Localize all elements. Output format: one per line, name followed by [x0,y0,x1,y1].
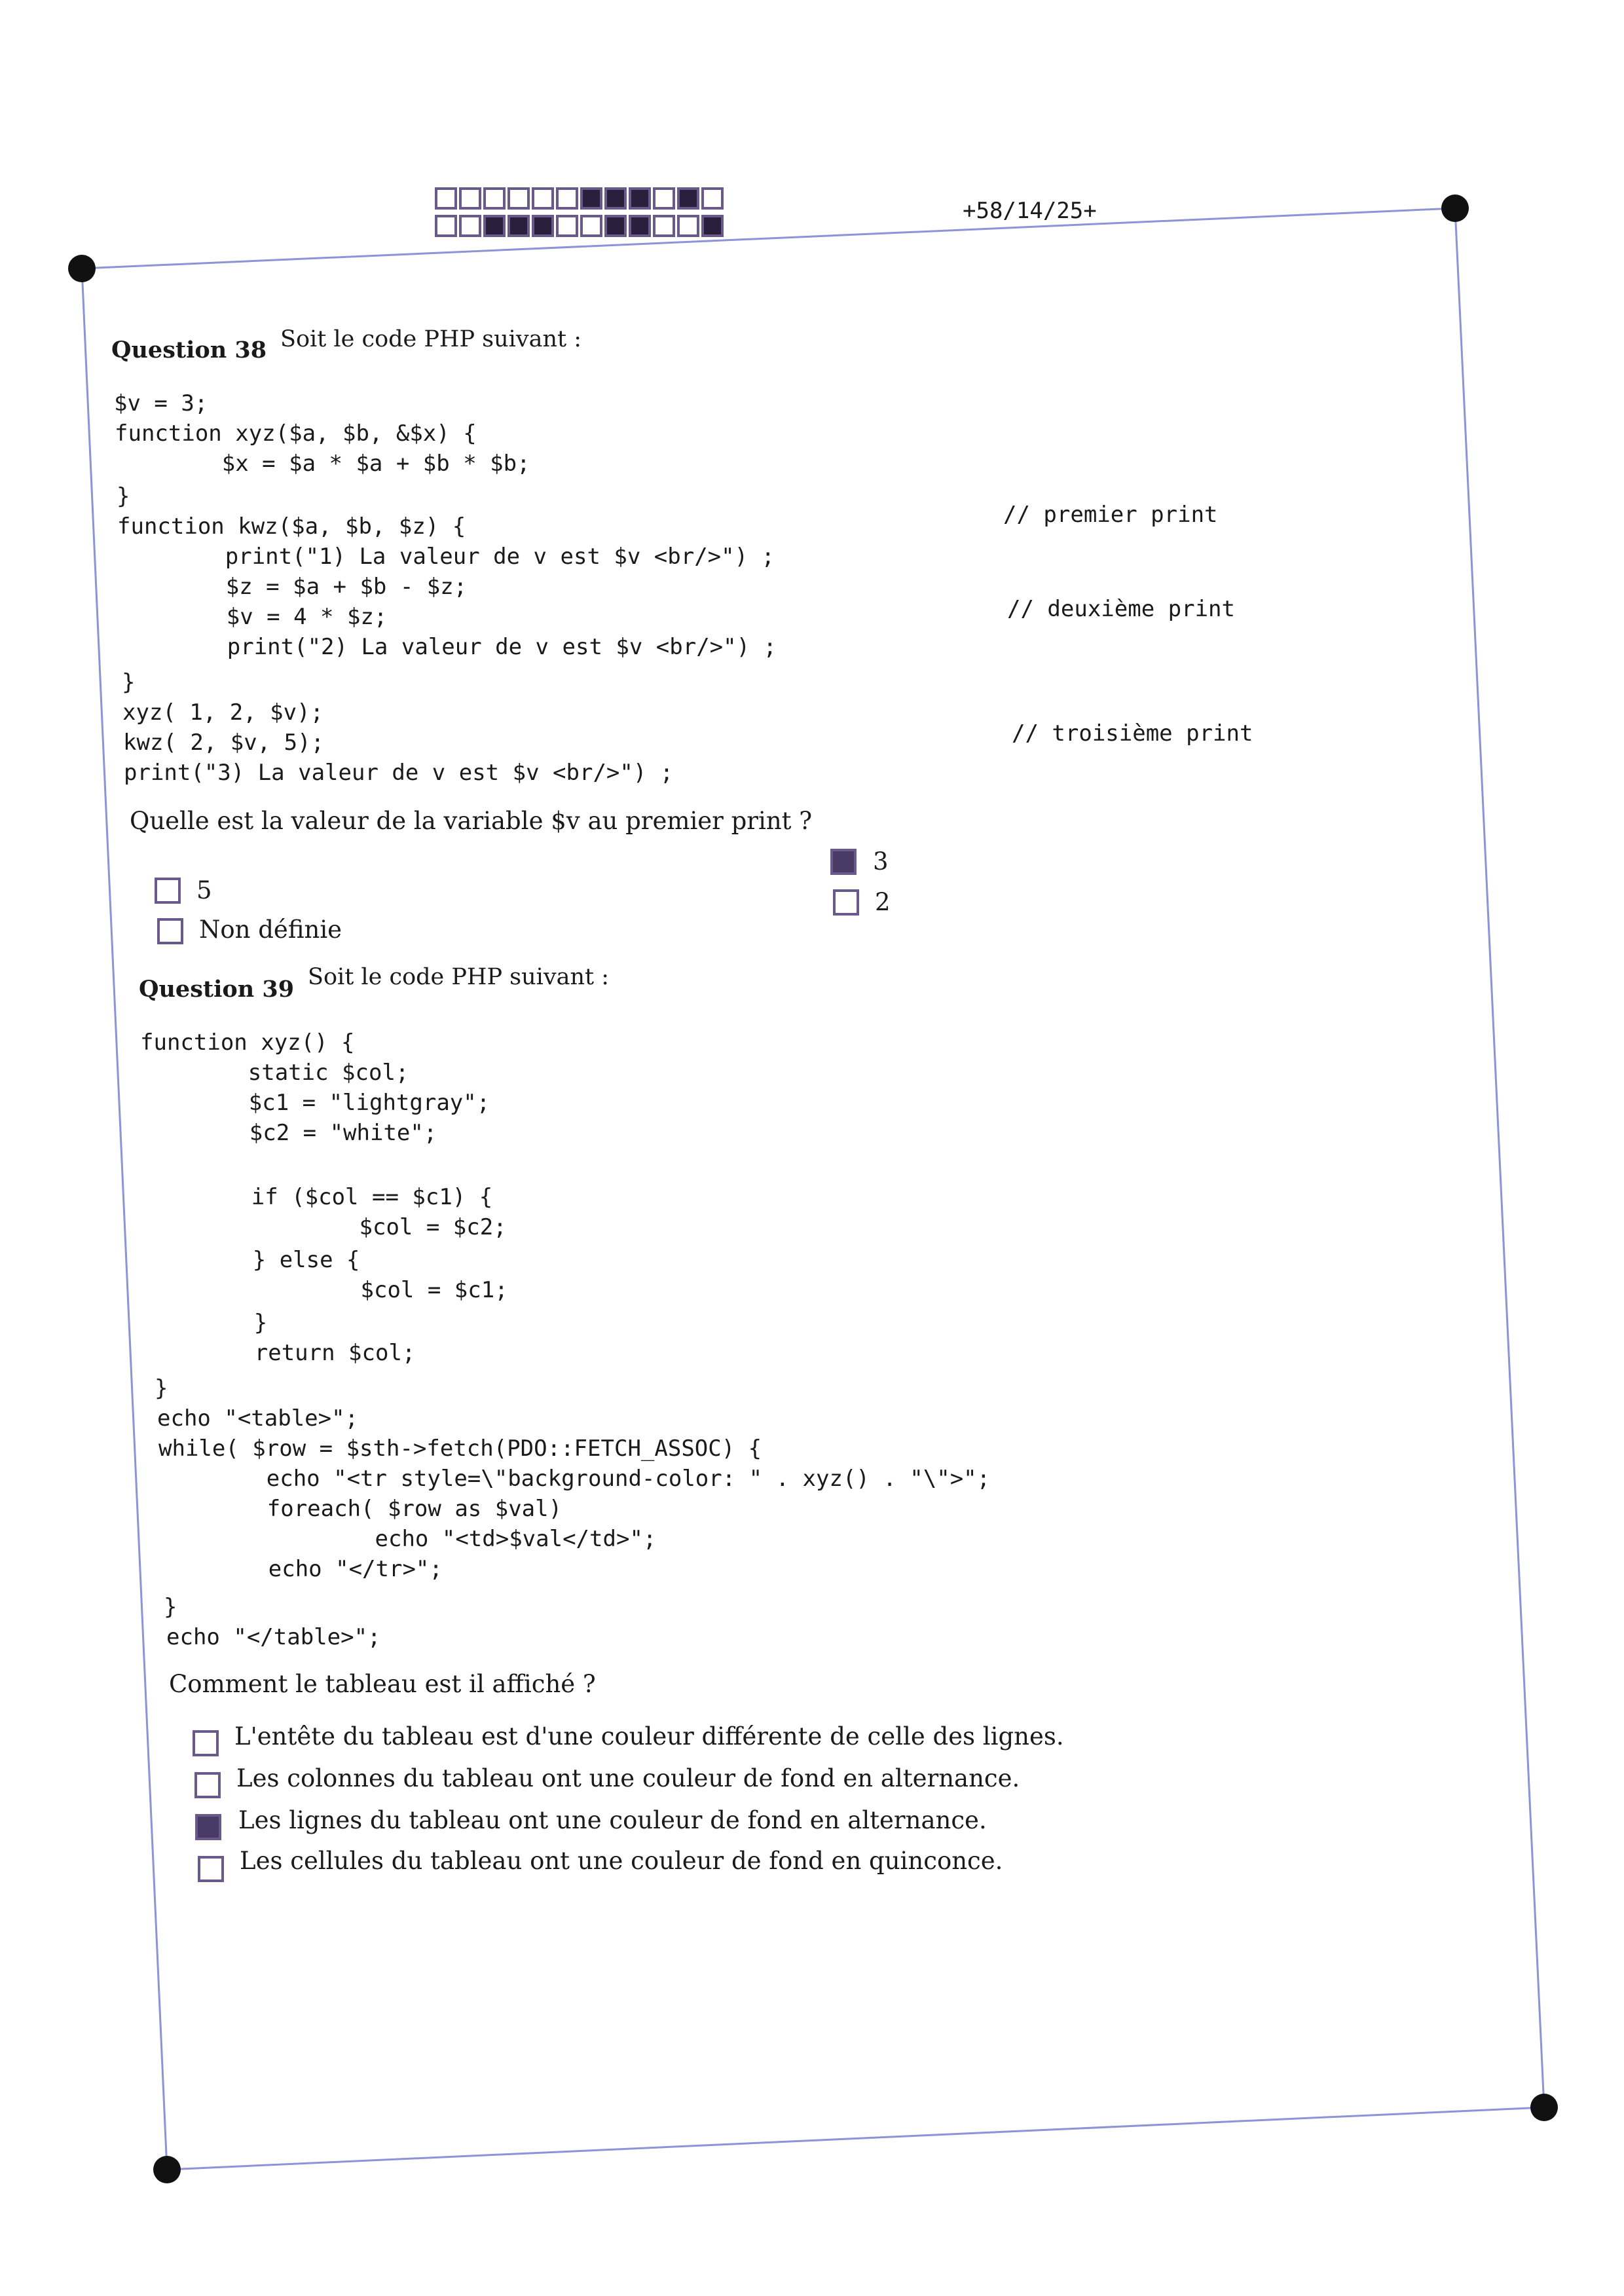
comment-deuxieme-print: // deuxième print [1007,596,1235,622]
code-line: xyz( 1, 2, $v); [122,699,324,726]
id-grid-cell [483,187,506,210]
code-line: echo "<td>$val</td>"; [160,1526,657,1552]
id-grid-cell [701,187,724,210]
code-line: $v = 4 * $z; [119,604,388,630]
question-38-title: Question 38 [111,337,267,363]
answer-label: L'entête du tableau est d'une couleur différente de celle des lignes. [234,1722,1064,1750]
code-line: if ($col == $c1) { [144,1184,493,1210]
id-grid-cell [483,215,506,237]
question-39-title: Question 39 [139,976,295,1003]
id-grid-cell [507,215,530,237]
id-grid-cell [532,215,554,237]
code-line: kwz( 2, $v, 5); [123,730,325,756]
registration-mark-bottom-right [1530,2094,1558,2121]
question-39-text: Comment le tableau est il affiché ? [169,1670,596,1698]
code-line: $c2 = "white"; [142,1120,437,1146]
answer-label: Les lignes du tableau ont une couleur de fond en alternance. [238,1806,987,1834]
code-line: echo "</tr>"; [161,1556,443,1582]
code-line: foreach( $row as $val) [160,1496,563,1522]
id-grid-cell [459,187,481,210]
frame-top-edge [82,208,1455,268]
answer-checkbox[interactable] [830,849,857,875]
code-line: $v = 3; [114,390,208,417]
code-line: $c1 = "lightgray"; [141,1090,490,1116]
id-grid-cell [507,187,530,210]
id-grid-cell [653,215,675,237]
answer-checkbox[interactable] [195,1814,221,1840]
id-grid-cell [629,187,651,210]
answer-label: 2 [875,888,891,916]
comment-troisieme-print: // troisième print [1012,720,1253,747]
id-grid-cell [604,215,627,237]
code-line: while( $row = $sth->fetch(PDO::FETCH_ASSOC) { [158,1435,762,1462]
code-line: $z = $a + $b - $z; [119,574,468,600]
id-grid-cell [459,215,481,237]
code-line: } [147,1310,268,1336]
id-grid-cell [556,187,578,210]
registration-mark-bottom-left [153,2156,181,2183]
code-line: } [122,669,136,695]
code-line: function xyz() { [140,1029,355,1056]
frame-bottom-edge [167,2107,1544,2170]
code-line: echo "<tr style=\"background-color: " . xyz() . "\">"; [159,1466,991,1492]
question-38-intro: Soit le code PHP suivant : [280,326,581,352]
id-grid-cell [580,215,602,237]
code-line: print("2) La valeur de v est $v <br/>") ; [120,634,777,660]
code-line: echo "<table>"; [157,1405,359,1432]
id-grid-cell [435,187,457,210]
id-grid-cell [653,187,675,210]
id-grid-cell [580,187,602,210]
answer-checkbox[interactable] [155,878,181,904]
id-grid-cell [532,187,554,210]
id-grid-cell [701,215,724,237]
id-grid-cell [629,215,651,237]
code-line: echo "</table>"; [166,1624,381,1650]
answer-label: 3 [873,847,889,876]
code-line: return $col; [147,1340,416,1366]
answer-label: 5 [196,876,212,904]
id-grid-cell [556,215,578,237]
id-grid-cell [435,215,457,237]
answer-checkbox[interactable] [833,889,859,916]
answer-checkbox[interactable] [194,1772,221,1798]
answer-label: Les cellules du tableau ont une couleur de fond en quinconce. [240,1847,1003,1875]
answer-checkbox[interactable] [157,918,183,944]
registration-mark-top-right [1441,194,1469,222]
code-line: print("1) La valeur de v est $v <br/>") ; [118,544,775,570]
code-line: } [164,1594,177,1620]
registration-mark-top-left [68,255,96,282]
answer-checkbox[interactable] [198,1856,224,1882]
question-39-intro: Soit le code PHP suivant : [308,964,609,990]
id-grid-cell [604,187,627,210]
answer-checkbox[interactable] [193,1730,219,1756]
answer-label: Non définie [199,916,342,944]
code-line: } [117,483,130,509]
code-line: function xyz($a, $b, &$x) { [115,420,477,447]
frame-right-edge [1455,208,1544,2107]
code-line: print("3) La valeur de v est $v <br/>") ; [124,760,674,786]
question-38-text: Quelle est la valeur de la variable $v au premier print ? [130,807,813,835]
id-grid-cell [677,187,699,210]
id-grid-cell [677,215,699,237]
code-line: } else { [145,1247,360,1273]
code-line: $col = $c1; [146,1277,508,1303]
code-line: static $col; [141,1060,409,1086]
code-line: $x = $a * $a + $b * $b; [115,451,530,477]
answer-label: Les colonnes du tableau ont une couleur de fond en alternance. [236,1764,1020,1792]
comment-premier-print: // premier print [1003,502,1218,528]
code-line: function kwz($a, $b, $z) { [117,513,466,540]
code-line: $col = $c2; [145,1214,507,1240]
code-line: } [155,1375,168,1401]
sheet-id-label: +58/14/25+ [963,198,1097,224]
